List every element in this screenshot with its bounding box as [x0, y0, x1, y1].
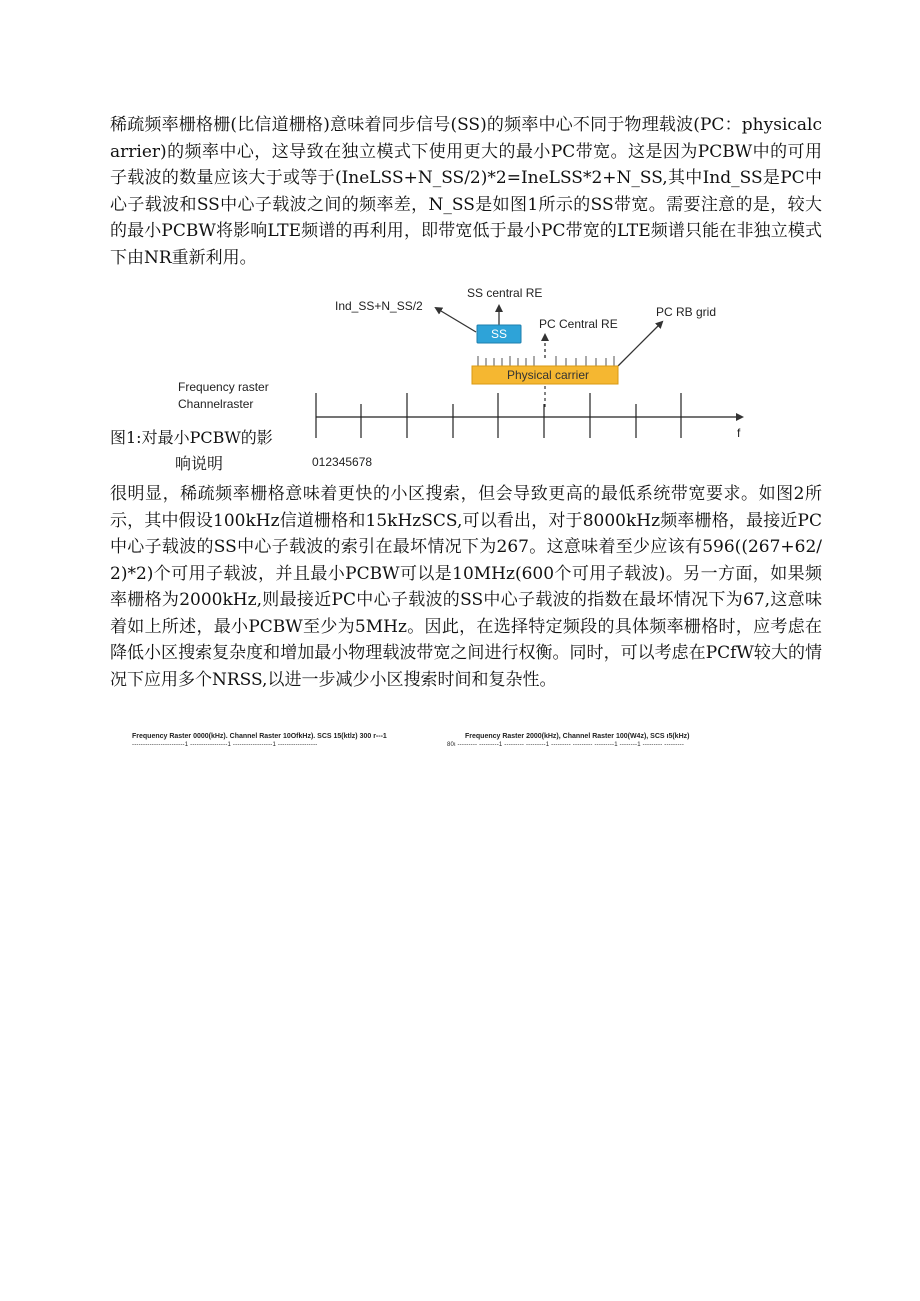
label-digits: 012345678 — [312, 455, 373, 469]
caption-line-1: 图1:对最小PCBW的影 — [110, 428, 273, 447]
ind-ss-arrow — [436, 308, 476, 332]
label-ss-central-re: SS central RE — [467, 286, 543, 300]
ss-box-label: SS — [490, 327, 508, 341]
figure-2-left — [132, 733, 387, 748]
figure-1-caption — [110, 425, 310, 477]
figure-2-left-axis: ------------------------1 -----------------1 ------------------1 ------------------ — [132, 742, 318, 748]
label-ind-ss: Ind_SS+N_SS/2 — [335, 299, 423, 313]
figure-2-right-title: Frequency Raster 2000(kHz), Channel Raster 100(W4z), SCS ι5(kHz) — [465, 733, 690, 740]
paragraph-1: 稀疏频率栅格栅(比信道栅格)意味着同步信号(SS)的频率中心不同于物理载波(PC：physicalcarrier)的频率中心，这导致在独立模式下使用更大的最小PC带宽。这是因为PCBW中的可用子载波的数量应该大于或等于(IneLSS+N_SS/2)*2=IneLSS*2+N_SS,其中Ind_SS是PC中心子载波和SS中心子载波之间的频率差，N_SS是如图1所示的SS带宽。需要注意的是，较大的最小PCBW将影响LTE频谱的再利用，即带宽低于最小PC带宽的LTE频谱只能在非独立模式下由NR重新利用。 — [110, 115, 822, 268]
figure-2-right-axis: 80ι --------- ---------1 --------- ---------1 --------- --------- ---------1 --------1 --------- --------- — [447, 742, 685, 748]
physical-carrier-label: Physical carrier — [506, 368, 590, 382]
paragraph-2: 很明显，稀疏频率栅格意味着更快的小区搜索，但会导致更高的最低系统带宽要求。如图2所示，其中假设100kHz信道栅格和15kHzSCS,可以看出，对于8000kHz频率栅格，最接近PC中心子载波的SS中心子载波的索引在最坏情况下为267。这意味着至少应该有596((267+62/2)*2)个可用子载波，并且最小PCBW可以是10MHz(600个可用子载波)。另一方面，如果频率栅格为2000kHz,则最接近PC中心子载波的SS中心子载波的指数在最坏情况下为67,这意味着如上所述，最小PCBW至少为5MHz。因此，在选择特定频段的具体频率栅格时，应考虑在降低小区搜索复杂度和增加最小物理载波带宽之间进行权衡。同时，可以考虑在PCfW较大的情况下应用多个NRSS,以进一步减少小区搜索时间和复杂性。 — [110, 484, 823, 690]
pc-rb-grid-arrow — [618, 322, 662, 366]
axis-ticks — [316, 393, 681, 438]
figure-2-left-title: Frequency Raster 0000(kHz). Channel Raster 10OfkHz). SCS 15(ktlz) 300 r---1 — [132, 733, 387, 740]
label-f: f — [737, 426, 741, 440]
label-pc-central-re: PC Central RE — [539, 317, 618, 331]
label-pc-rb-grid: PC RB grid — [656, 305, 717, 319]
label-frequency-raster: Frequency raster — [178, 380, 269, 394]
caption-line-2: 响说明 — [175, 454, 224, 473]
label-channel-raster: Channelraster — [178, 397, 254, 411]
carrier-ticks — [478, 356, 614, 366]
figure-2-right — [447, 733, 689, 748]
